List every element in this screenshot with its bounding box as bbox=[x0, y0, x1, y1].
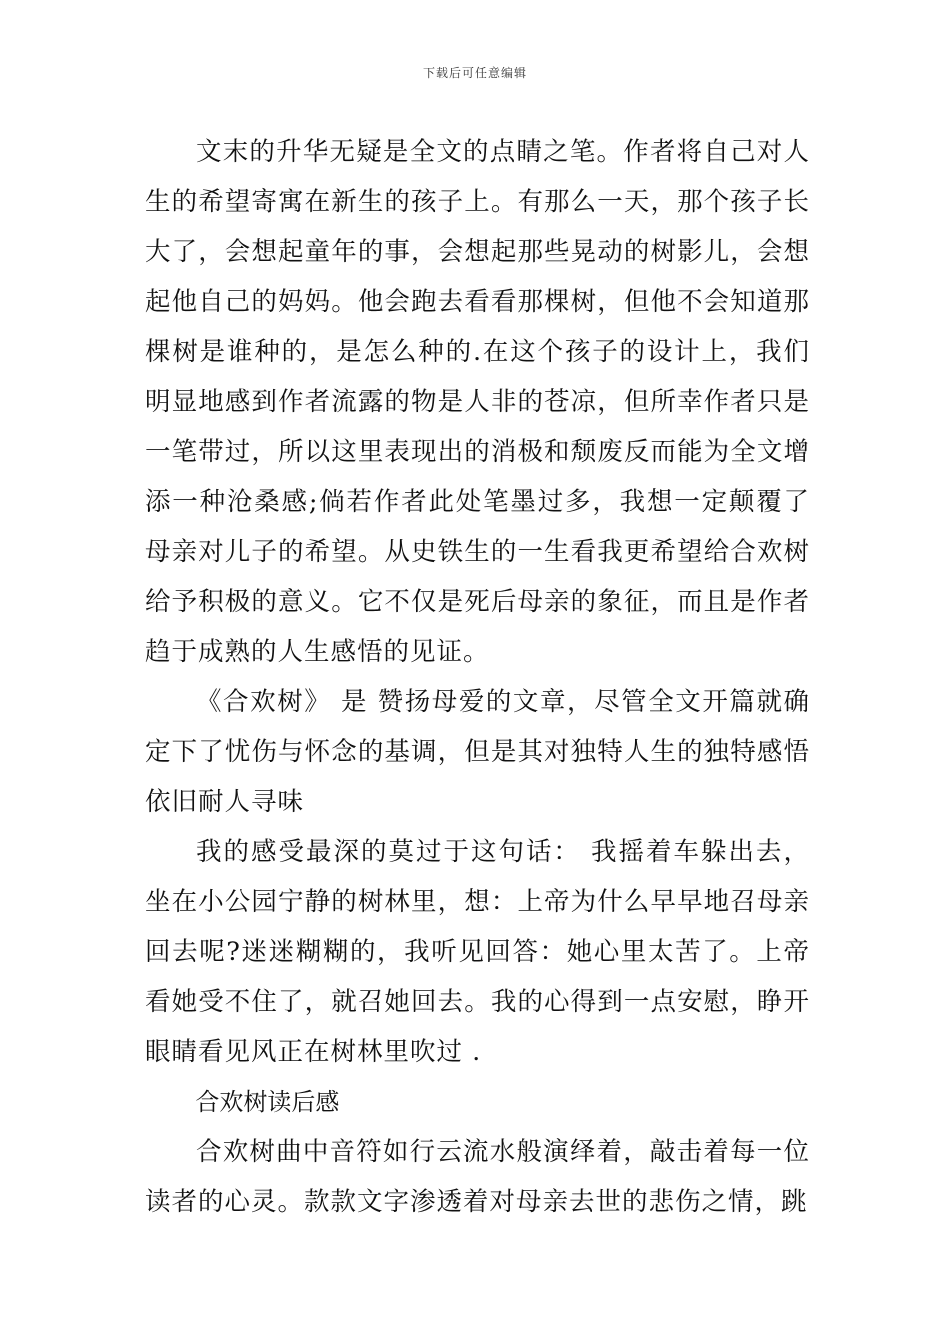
page-header: 下载后可任意编辑 bbox=[422, 66, 527, 80]
document-body bbox=[145, 127, 810, 1227]
paragraph-1: 文末的升华无疑是全文的点睛之笔。作者将自己对人生的希望寄寓在新生的孩子上。有那么一天，那个孩子长大了，会想起童年的事，会想起那些晃动的树影儿，会想起他自己的妈妈。他会跑去看看那棵树，但他不会知道那棵树是谁种的，是怎么种的.在这个孩子的设计上，我们明显地感到作者流露的物是人非的苍凉，但所幸作者只是一笔带过，所以这里表现出的消极和颓废反而能为全文增添一种沧桑感;倘若作者此处笔墨过多，我想一定颠覆了母亲对儿子的希望。从史铁生的一生看我更希望给合欢树给予积极的意义。它不仅是死后母亲的象征，而且是作者趋于成熟的人生感悟的见证。 bbox=[145, 137, 810, 667]
section-heading: 合欢树读后感 bbox=[195, 1088, 340, 1116]
paragraph-4: 合欢树曲中音符如行云流水般演绎着，敲击着每一位读者的心灵。款款文字渗透着对母亲去世的悲伤之情，跳 bbox=[145, 1137, 810, 1217]
paragraph-2: 《合欢树》 是 赞扬母爱的文章，尽管全文开篇就确定下了忧伤与怀念的基调，但是其对独特人生的独特感悟依旧耐人寻味 bbox=[145, 687, 810, 817]
paragraph-3: 我的感受最深的莫过于这句话： 我摇着车躲出去，坐在小公园宁静的树林里，想：上帝为什么早早地召母亲回去呢?迷迷糊糊的，我听见回答：她心里太苦了。上帝看她受不住了，就召她回去。我的心得到一点安慰，睁开眼睛看见风正在树林里吹过 . bbox=[145, 837, 810, 1067]
